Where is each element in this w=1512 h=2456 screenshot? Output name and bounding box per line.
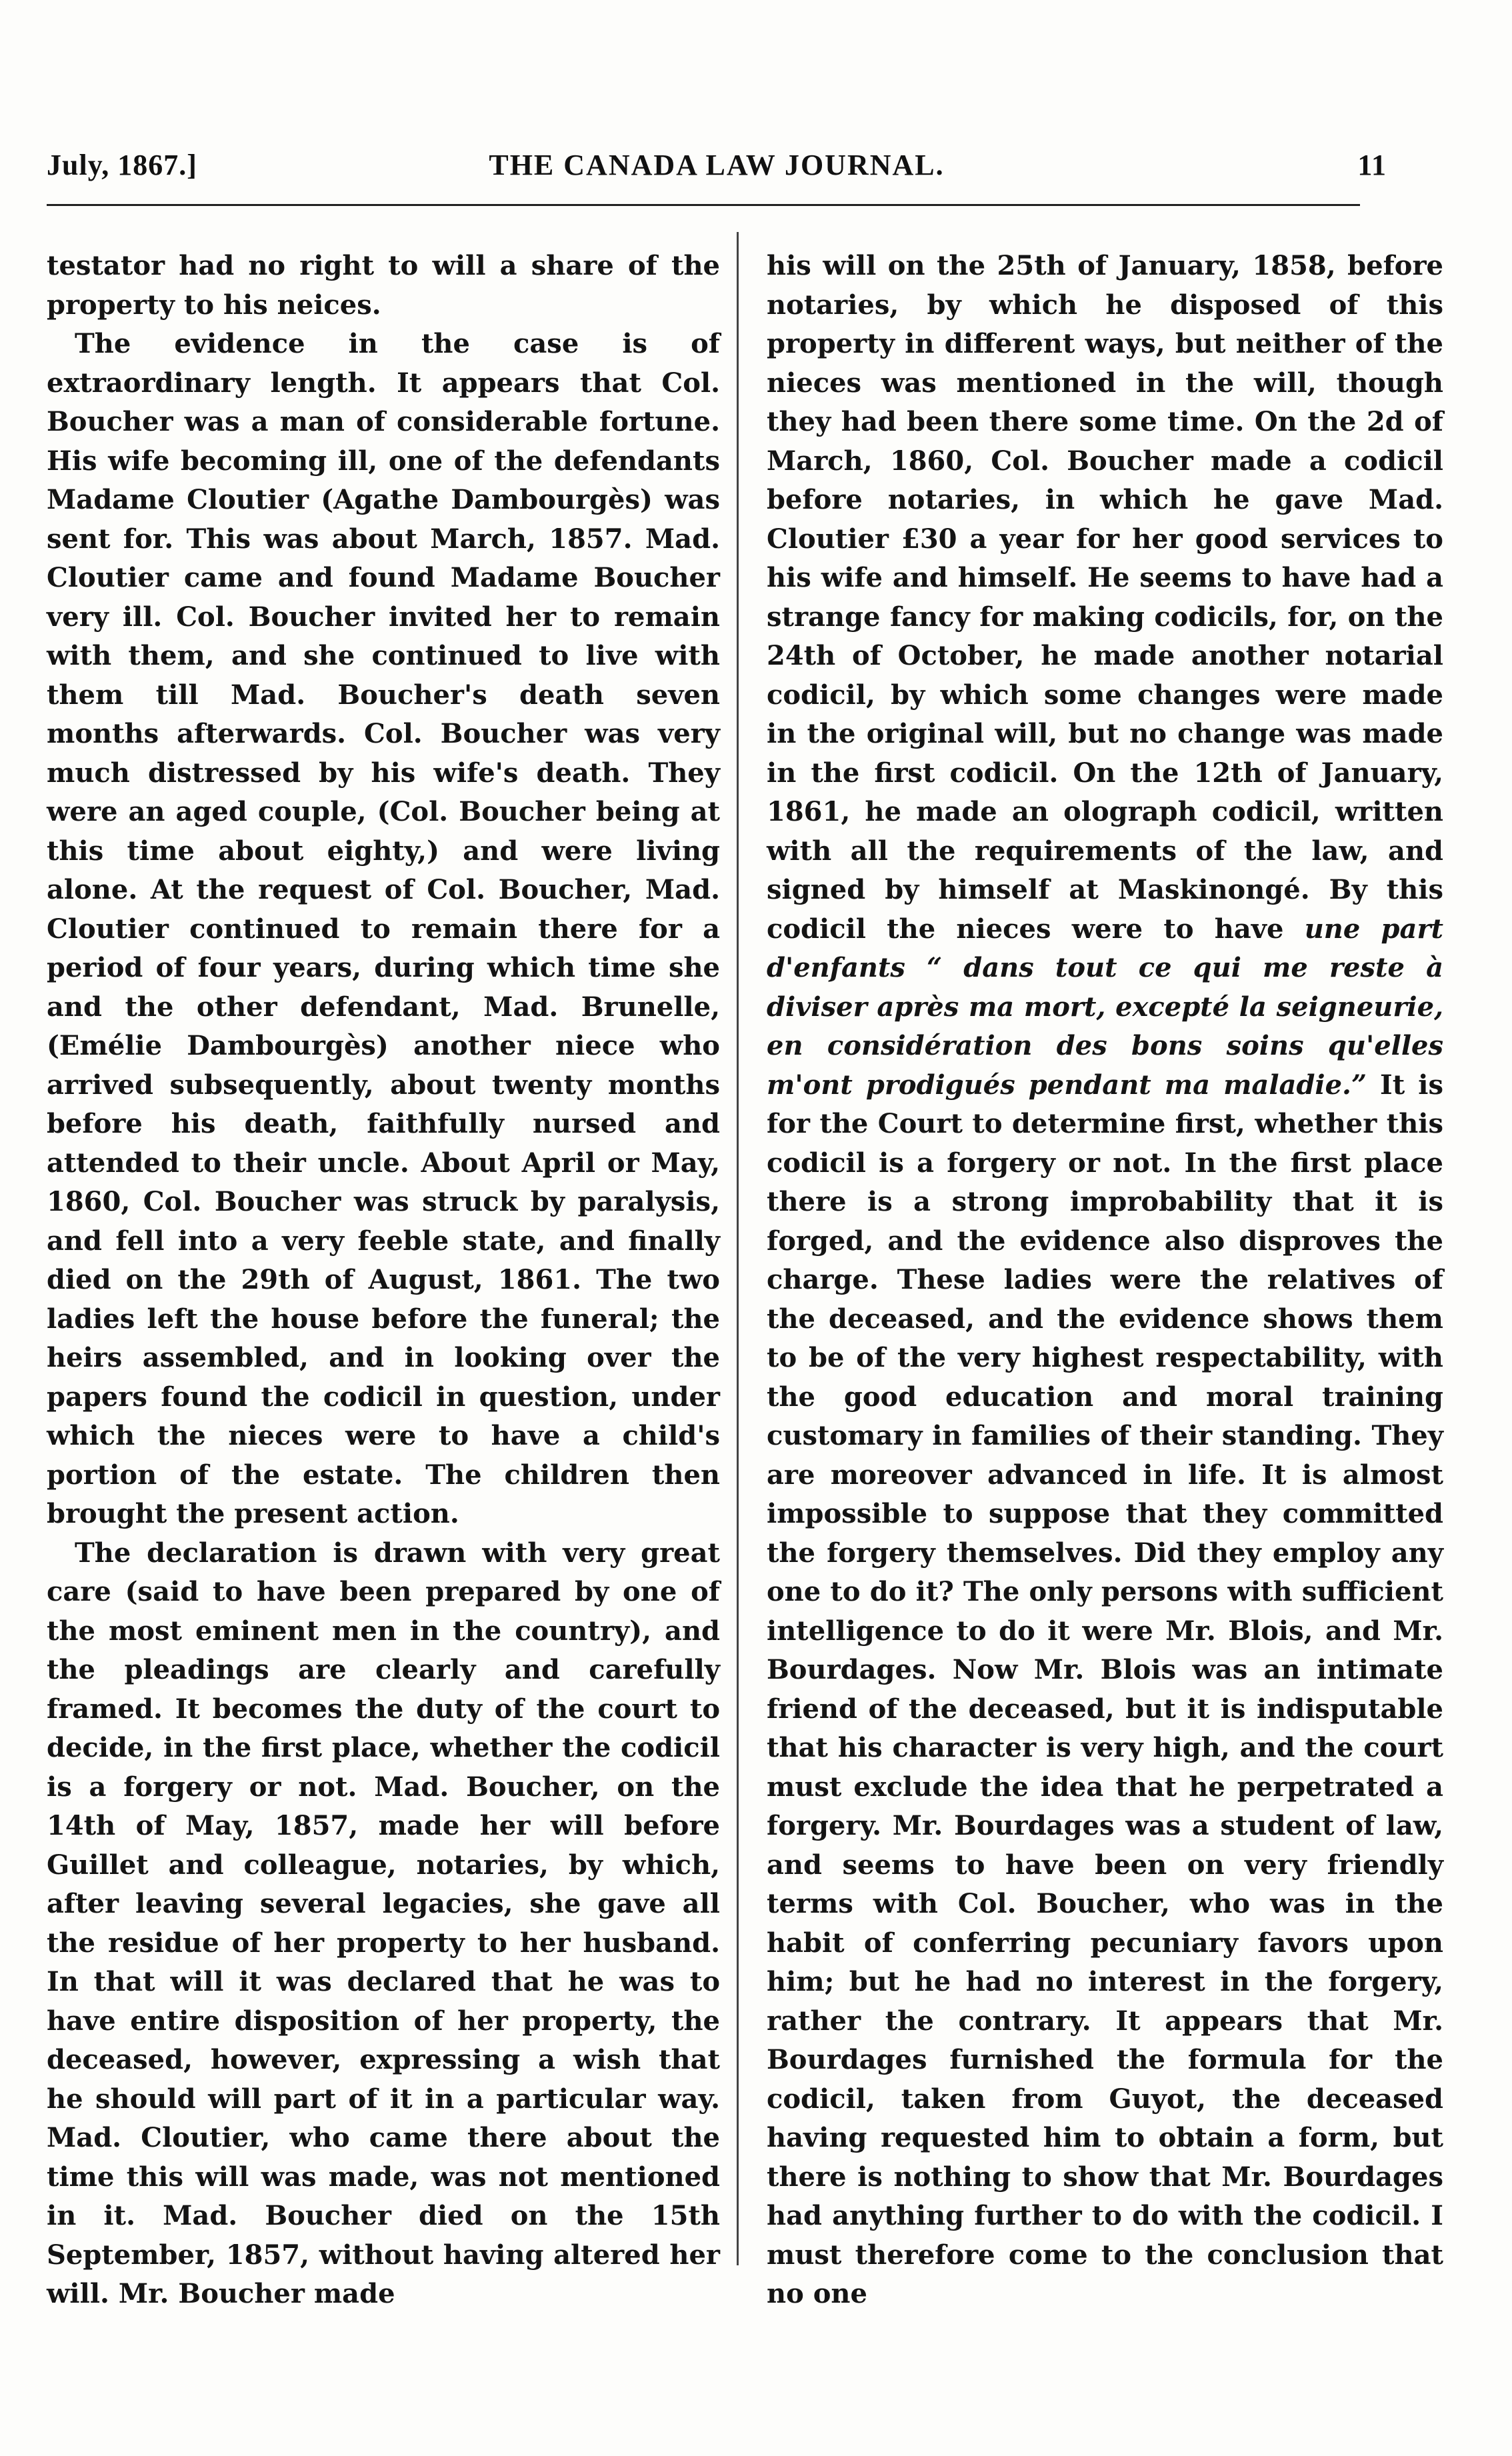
journal-title: THE CANADA LAW JOURNAL.: [489, 149, 945, 181]
running-header: [47, 148, 1387, 195]
header-rule: [47, 204, 1360, 206]
right-paragraph-text-end: It is for the Court to determine first, whether this codicil is a forgery or not. In the first place there is a strong improbability that it is forged, and the evidence also disproves the charge. These ladies were the relatives of the deceased, and the evidence shows them to be of the very highest respectability, with the good education and moral training customary in families of their standing. They are moreover advanced in life. It is almost impossible to suppose that they committed the forgery themselves. Did they employ any one to do it? The only persons with sufficient intelligence to do it were Mr. Blois, and Mr. Bourdages. Now Mr. Blois was an intimate friend of the deceased, but it is indisputable that his character is very high, and the court must exclude the idea that he perpetrated a forgery. Mr. Bourdages was a student of law, and seems to have been on very friendly terms with Col. Boucher, who was in the habit of conferring pecuniary favors upon him; but he had no interest in the forgery, rather the contrary. It appears that Mr. Bourdages furnished the formula for the codicil, taken from Guyot, the deceased having requested him to obtain a form, but there is nothing to show that Mr. Bourdages had anything further to do with the codicil. I must therefore come to the conclusion that no one: [767, 1069, 1443, 2309]
left-paragraph-1: testator had no right to will a share of the property to his neices.: [47, 250, 720, 321]
left-column: [47, 247, 720, 2314]
column-divider: [737, 232, 739, 2265]
issue-date: July, 1867.]: [47, 149, 197, 181]
right-paragraph-text-start: his will on the 25th of January, 1858, before notaries, by which he disposed of this property in different ways, but neither of the nieces was mentioned in the will, though they had been there some time. On the 2d of March, 1860, Col. Boucher made a codicil before notaries, in which he gave Mad. Cloutier £30 a year for her good services to his wife and himself. He seems to have had a strange fancy for making codicils, for, on the 24th of October, he made another notarial codicil, by which some changes were made in the original will, but no change was made in the first codicil. On the 12th of January, 1861, he made an olograph codicil, written with all the requirements of the law, and signed by himself at Maskinongé. By this codicil the nieces were to have: [767, 250, 1443, 945]
right-column: [767, 247, 1443, 2314]
left-paragraph-2: The evidence in the case is of extraordinary length. It appears that Col. Boucher was a man of considerable fortune. His wife becoming ill, one of the defendants Madame Cloutier (Agathe Dambourgès) was sent for. This was about March, 1857. Mad. Cloutier came and found Madame Boucher very ill. Col. Boucher invited her to remain with them, and she continued to live with them till Mad. Boucher's death seven months afterwards. Col. Boucher was very much distressed by his wife's death. They were an aged couple, (Col. Boucher being at this time about eighty,) and were living alone. At the request of Col. Boucher, Mad. Cloutier continued to remain there for a period of four years, during which time she and the other defendant, Mad. Brunelle, (Emélie Dambourgès) another niece who arrived subsequently, about twenty months before his death, faithfully nursed and attended to their uncle. About April or May, 1860, Col. Boucher was struck by paralysis, and fell into a very feeble state, and finally died on the 29th of August, 1861. The two ladies left the house before the funeral; the heirs assembled, and in looking over the papers found the codicil in question, under which the nieces were to have a child's portion of the estate. The children then brought the present action.: [47, 328, 720, 1529]
page-number: 11: [1357, 149, 1387, 181]
right-paragraph-1: [767, 247, 1443, 2314]
left-paragraph-3: The declaration is drawn with very great care (said to have been prepared by one of the most eminent men in the country), and the pleadings are clearly and carefully framed. It becomes the duty of the court to decide, in the first place, whether the codicil is a forgery or not. Mad. Boucher, on the 14th of May, 1857, made her will before Guillet and colleague, notaries, by which, after leaving several legacies, she gave all the residue of her property to her husband. In that will it was declared that he was to have entire disposition of her property, the deceased, however, expressing a wish that he should will part of it in a particular way. Mad. Cloutier, who came there about the time this will was made, was not mentioned in it. Mad. Boucher died on the 15th September, 1857, without having altered her will. Mr. Boucher made: [47, 1537, 720, 2309]
french-quotation: une part d'enfants “ dans tout ce qui me reste à diviser après ma mort, excepté la seigneurie, en considération des bons soins qu'elles m'ont prodigués pendant ma maladie.”: [767, 913, 1443, 1101]
